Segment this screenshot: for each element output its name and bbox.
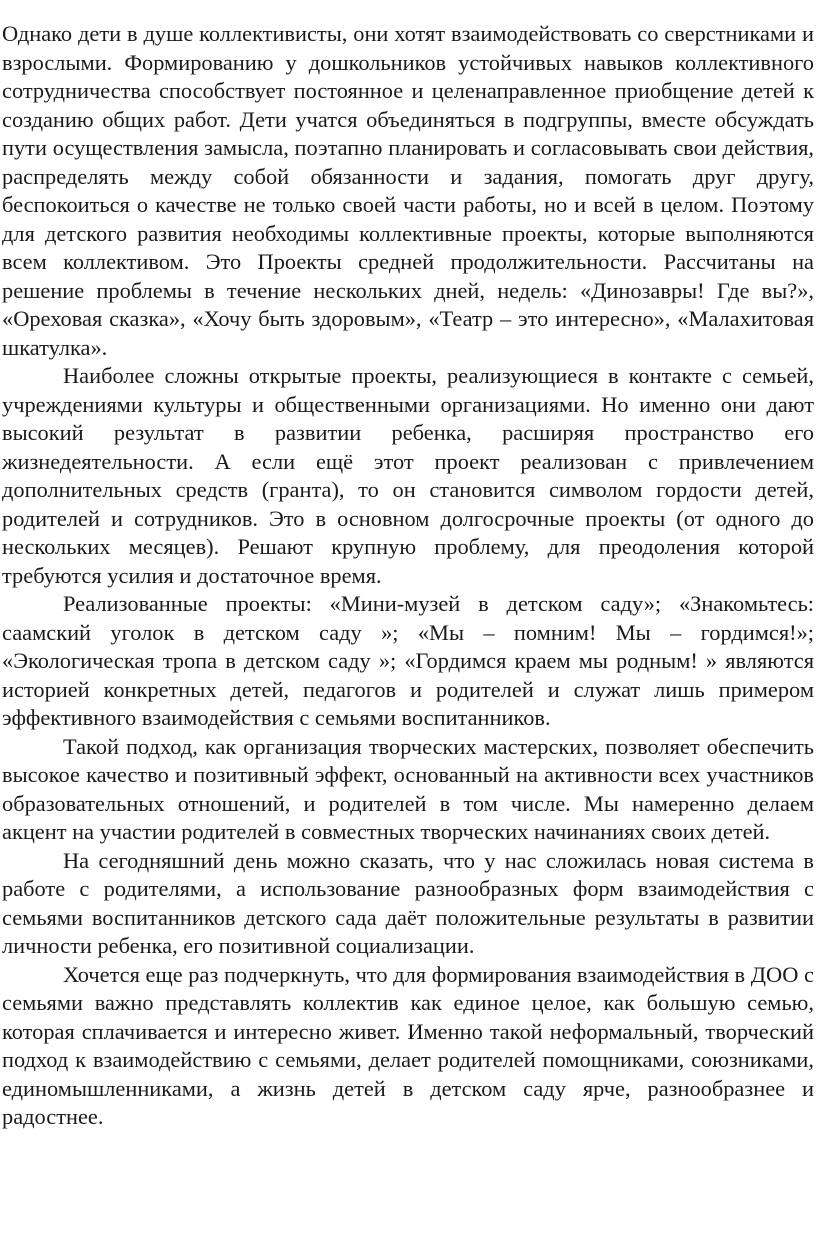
paragraph-creative-workshops: Такой подход, как организация творческих мастерских, позволяет обеспечить высокое качество и позитивный эффект, основанный на активности всех участников образовательных отношений, и родителей в том числе. Мы намеренно делаем акцент на участии родителей в совместных творческих начинаниях своих детей. bbox=[2, 733, 814, 844]
paragraph-collective-projects: Однако дети в душе коллективисты, они хотят взаимодействовать со сверстниками и взрослыми. Формированию у дошкольников устойчивых навыков коллективного сотрудничества способствует постоянное и целенаправленное приобщение детей к созданию общих работ. Дети учатся объединяться в подгруппы, вместе обсуждать пути осуществления замысла, поэтапно планировать и согласовывать свои действия, распределять между собой обязанности и задания, помогать друг другу, беспокоиться о качестве не только своей части работы, но и всей в целом. Поэтому для детского развития необходимы коллективные проекты, которые выполняются всем коллективом. Это Проекты средней продолжительности. Рассчитаны на решение проблемы в течение нескольких дней, недель: «Динозавры! Где вы?», «Ореховая сказка», «Хочу быть здоровым», «Театр – это интересно», «Малахитовая шкатулка». bbox=[2, 21, 814, 360]
paragraph-conclusion: Хочется еще раз подчеркнуть, что для формирования взаимодействия в ДОО с семьями важно представлять коллектив как единое целое, как большую семью, которая сплачивается и интересно живет. Именно такой неформальный, творческий подход к взаимодействию с семьями, делает родителей помощниками, союзниками, единомышленниками, а жизнь детей в детском саду ярче, разнообразнее и радостнее. bbox=[2, 961, 814, 1129]
paragraph-implemented-projects: Реализованные проекты: «Мини-музей в детском саду»; «Знакомьтесь: саамский уголок в детском саду »; «Мы – помним! Мы – гордимся!»; «Экологическая тропа в детском саду »; «Гордимся краем мы родным! » являются историей конкретных детей, педагогов и родителей и служат лишь примером эффективного взаимодействия с семьями воспитанников. bbox=[2, 591, 814, 730]
paragraph-new-system: На сегодняшний день можно сказать, что у нас сложилась новая система в работе с родителями, а использование разнообразных форм взаимодействия с семьями воспитанников детского сада даёт положительные результаты в развитии личности ребенка, его позитивной социализации. bbox=[2, 847, 814, 958]
paragraph-open-projects: Наиболее сложны открытые проекты, реализующиеся в контакте с семьей, учреждениями культуры и общественными организациями. Но именно они дают высокий результат в развитии ребенка, расширяя пространство его жизнедеятельности. А если ещё этот проект реализован с привлечением дополнительных средств (гранта), то он становится символом гордости детей, родителей и сотрудников. Это в основном долгосрочные проекты (от одного до нескольких месяцев). Решают крупную проблему, для преодоления которой требуются усилия и достаточное время. bbox=[2, 363, 814, 588]
document-page bbox=[2, 20, 814, 1132]
